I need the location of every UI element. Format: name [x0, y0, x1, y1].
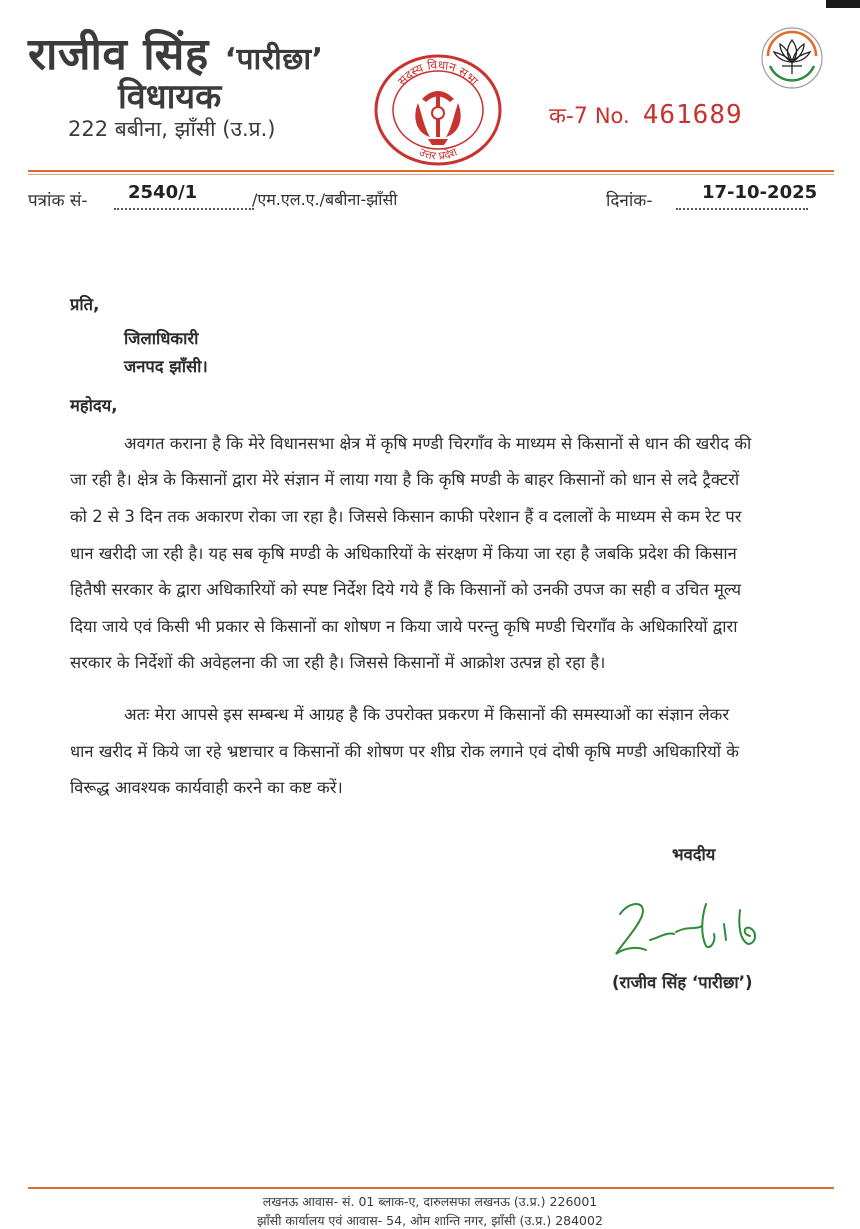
serial-number [549, 100, 743, 130]
serial-number-value: 461689 [642, 100, 743, 130]
addressee-to: प्रति, [70, 295, 100, 314]
footer-jhansi-address: झाँसी कार्यालय एवं आवास- 54, ओम शान्ति नगर, झाँसी (उ.प्र.) 284002 [257, 1213, 603, 1228]
addressee-line2: जनपद झाँसी। [124, 357, 208, 376]
letterhead-name-text: राजीव सिंह [28, 29, 209, 80]
para1-line: हितैषी सरकार के द्वारा अधिकारियों को स्पष्ट निर्देश दिये गये हैं कि किसानों को उनकी उपज का सही व उचित मूल्य [70, 580, 742, 599]
reference-label: पत्रांक सं- [28, 191, 88, 211]
para2-line: अतः मेरा आपसे इस सम्बन्ध में आग्रह है कि उपरोक्त प्रकरण में किसानों की समस्याओं का संज्ञान लेकर [124, 705, 730, 724]
para2-line: धान खरीद में किये जा रहे भ्रष्टाचार व किसानों की शोषण पर शीघ्र रोक लगाने एवं दोषी कृषि मण्डी अधिकारियों के [70, 742, 739, 761]
seal-text-bottom: उत्तर प्रदेश [416, 145, 460, 163]
signatory-name: (राजीव सिंह ‘पारीछा’) [612, 973, 753, 992]
salutation: महोदय, [70, 396, 118, 415]
assembly-seal-icon [372, 53, 504, 167]
signature-icon [606, 892, 778, 966]
serial-prefix: क-7 [549, 104, 588, 129]
footer-divider [28, 1187, 834, 1189]
footer-lucknow-address: लखनऊ आवास- सं. 01 ब्लाक-ए, दारुलसफा लखनऊ (उ.प्र.) 226001 [262, 1194, 598, 1209]
para2-line: विरूद्ध आवश्यक कार्यवाही करने का कष्ट करें। [70, 778, 343, 797]
addressee-line1: जिलाधिकारी [124, 329, 199, 348]
lotus-logo-icon [760, 26, 824, 90]
para1-line: दिया जाये एवं किसी भी प्रकार से किसानों का शोषण न किया जाये परन्तु कृषि मण्डी चिरगाँव के अधिकारियों द्वारा [70, 617, 738, 636]
header-divider-thin [28, 174, 834, 175]
valediction: भवदीय [672, 845, 716, 864]
seal-text-top: सदस्य विधान सभा [394, 57, 481, 89]
serial-no-label: No. [594, 104, 630, 128]
corner-tag [826, 0, 860, 8]
letterhead-alias: ‘पारीछा’ [224, 42, 324, 77]
para1-line: को 2 से 3 दिन तक अकारण रोका जा रहा है। जिससे किसान काफी परेशान हैं व दलालों के माध्यम से कम रेट पर [70, 507, 742, 526]
reference-suffix: /एम.एल.ए./बबीना-झाँसी [252, 190, 398, 209]
svg-text:उत्तर प्रदेश [417, 145, 460, 162]
para1-line: अवगत कराना है कि मेरे विधानसभा क्षेत्र में कृषि मण्डी चिरगाँव के माध्यम से किसानों से धान की खरीद की [124, 434, 752, 453]
para1-line: धान खरीदी जा रही है। यह सब कृषि मण्डी के अधिकारियों के संरक्षण में किया जा रहा है जबकि प्रदेश की किसान [70, 544, 737, 563]
date-value: 17-10-2025 [702, 182, 818, 203]
reference-number: 2540/1 [128, 182, 198, 203]
header-divider [28, 170, 834, 172]
letterhead-designation: विधायक [118, 77, 222, 117]
para1-line: जा रही है। क्षेत्र के किसानों द्वारा मेरे संज्ञान में लाया गया है कि कृषि मण्डी के बाहर किसानों को धान से लदे ट्रैक्टरों [70, 470, 740, 489]
letterhead-address: 222 बबीना, झाँसी (उ.प्र.) [68, 117, 276, 141]
para1-line: सरकार के निर्देशों की अवेहलना की जा रही है। जिससे किसानों में आक्रोश उत्पन्न हो रहा है। [70, 653, 606, 672]
date-label: दिनांक- [606, 191, 653, 211]
